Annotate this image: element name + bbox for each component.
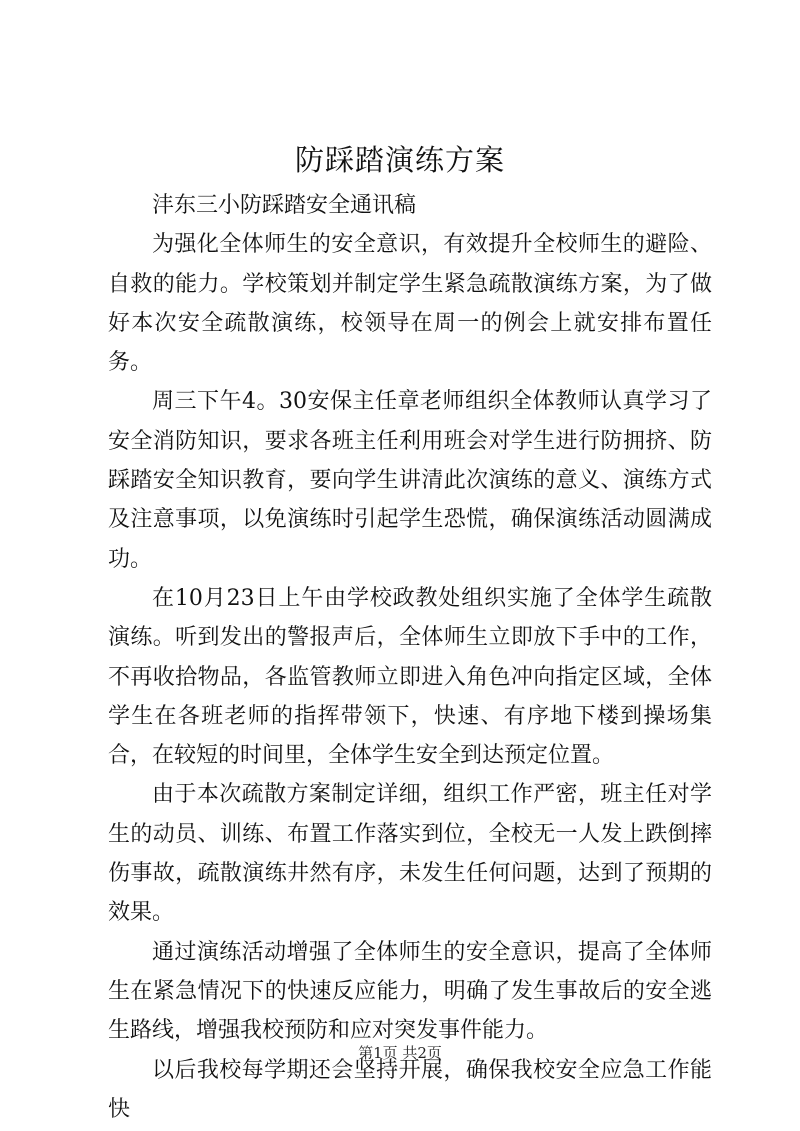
document-body bbox=[108, 186, 712, 1129]
page-number-footer: 第1页 共2页 bbox=[358, 1044, 442, 1062]
subtitle-paragraph: 沣东三小防踩踏安全通讯稿 bbox=[152, 193, 417, 218]
body-paragraph: 以后我校每学期还会坚持开展，确保我校安全应急工作能快 bbox=[108, 1057, 712, 1122]
body-paragraph: 周三下午4。30安保主任章老师组织全体教师认真学习了安全消防知识，要求各班主任利用班会对学生进行防拥挤、防踩踏安全知识教育，要向学生讲清此次演练的意义、演练方式及注意事项，以免演练时引起学生恐慌，确保演练活动圆满成功。 bbox=[108, 389, 712, 572]
body-paragraph: 在10月23日上午由学校政教处组织实施了全体学生疏散演练。听到发出的警报声后，全体师生立即放下手中的工作，不再收拾物品，各监管教师立即进入角色冲向指定区域，全体学生在各班老师的指挥带领下，快速、有序地下楼到操场集合，在较短的时间里，全体学生安全到达预定位置。 bbox=[108, 585, 712, 769]
body-paragraph: 由于本次疏散方案制定详细，组织工作严密，班主任对学生的动员、训练、布置工作落实到位，全校无一人发上跌倒摔伤事故，疏散演练井然有序，未发生任何问题，达到了预期的效果。 bbox=[108, 782, 712, 926]
body-paragraph: 通过演练活动增强了全体师生的安全意识，提高了全体师生在紧急情况下的快速反应能力，明确了发生事故后的安全逃生路线，增强我校预防和应对突发事件能力。 bbox=[108, 939, 712, 1044]
body-paragraph: 为强化全体师生的安全意识，有效提升全校师生的避险、自救的能力。学校策划并制定学生紧急疏散演练方案，为了做好本次安全疏散演练，校领导在周一的例会上就安排布置任务。 bbox=[108, 232, 712, 376]
document-title: 防踩踏演练方案 bbox=[294, 143, 505, 177]
